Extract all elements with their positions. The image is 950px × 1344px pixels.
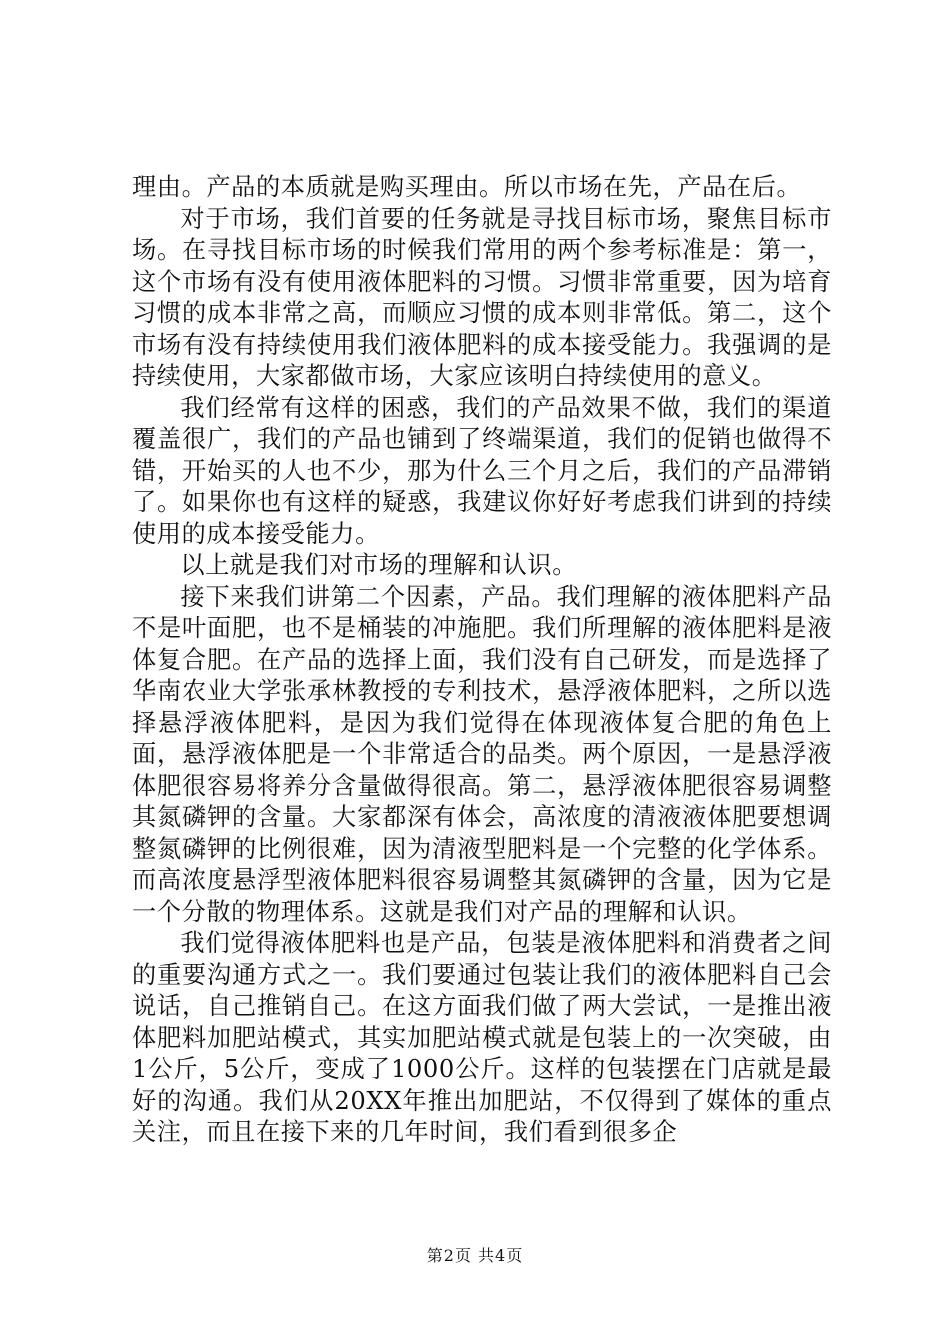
paragraph-market-summary: 以上就是我们对市场的理解和认识。 [180, 551, 577, 579]
paragraph-continuation: 理由。产品的本质就是购买理由。所以市场在先，产品在后。 [132, 173, 802, 201]
paragraph-product: 接下来我们讲第二个因素，产品。我们理解的液体肥料产品不是叶面肥，也不是桶装的冲施肥。我们所理解的液体肥料是液体复合肥。在产品的选择上面，我们没有自己研发，而是选择了华南农业大学张承林教授的专利技术，悬浮液体肥料，之所以选择悬浮液体肥料，是因为我们觉得在体现液体复合肥的角色上面，悬浮液体肥是一个非常适合的品类。两个原因，一是悬浮液体肥很容易将养分含量做得很高。第二，悬浮液体肥很容易调整其氮磷钾的含量。大家都深有体会，高浓度的清液液体肥要想调整氮磷钾的比例很难，因为清液型肥料是一个完整的化学体系。而高浓度悬浮型液体肥料很容易调整其氮磷钾的含量，因为它是一个分散的物理体系。这就是我们对产品的理解和认识。 [132, 582, 832, 926]
paragraph-confusion: 我们经常有这样的困惑，我们的产品效果不做，我们的渠道覆盖很广，我们的产品也铺到了终端渠道，我们的促销也做得不错，开始买的人也不少，那为什么三个月之后，我们的产品滞销了。如果你也有这样的疑惑，我建议你好好考虑我们讲到的持续使用的成本接受能力。 [132, 393, 832, 548]
paragraph-market: 对于市场，我们首要的任务就是寻找目标市场，聚焦目标市场。在寻找目标市场的时候我们常用的两个参考标准是：第一，这个市场有没有使用液体肥料的习惯。习惯非常重要，因为培育习惯的成本非常之高，而顺应习惯的成本则非常低。第二，这个市场有没有持续使用我们液体肥料的成本接受能力。我强调的是持续使用，大家都做市场，大家应该明白持续使用的意义。 [132, 204, 832, 390]
document-body [132, 172, 832, 1149]
page-footer: 第2页 共4页 [426, 1246, 524, 1265]
paragraph-packaging: 我们觉得液体肥料也是产品，包装是液体肥料和消费者之间的重要沟通方式之一。我们要通过包装让我们的液体肥料自己会说话，自己推销自己。在这方面我们做了两大尝试，一是推出液体肥料加肥站模式，其实加肥站模式就是包装上的一次突破，由1公斤，5公斤，变成了1000公斤。这样的包装摆在门店就是最好的沟通。我们从20XX年推出加肥站，不仅得到了媒体的重点关注，而且在接下来的几年时间，我们看到很多企 [132, 929, 832, 1146]
